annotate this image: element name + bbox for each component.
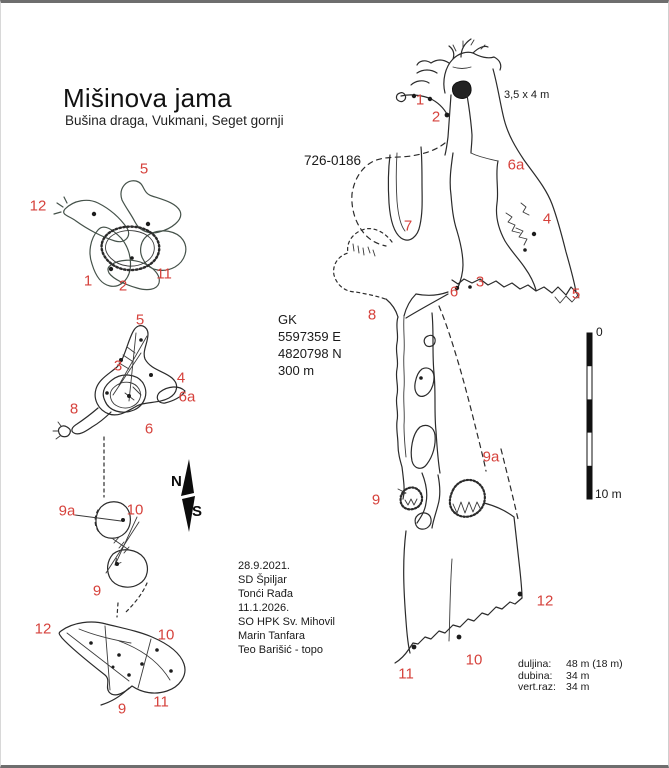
station-label-11: 11 [398, 665, 414, 683]
station-label-2: 2 [118, 277, 128, 295]
stat-depth: dubina: 34 m [518, 669, 590, 682]
station-label-12: 12 [536, 592, 554, 610]
station-label-7: 7 [403, 217, 413, 235]
survey-club: SD Špiljar [238, 574, 287, 586]
station-label-9: 9 [371, 491, 381, 509]
northing: 4820798 N [278, 346, 342, 361]
elevation: 300 m [278, 363, 315, 378]
page-title: Mišinova jama [63, 83, 232, 113]
survey-person: Marin Tanfara [238, 630, 306, 642]
north-arrow [181, 459, 195, 532]
grid-label: GK [278, 312, 297, 327]
station-label-4: 4 [176, 369, 186, 387]
station-label-6: 6 [144, 420, 154, 438]
station-label-5: 5 [571, 285, 581, 303]
station-label-12: 12 [34, 620, 52, 638]
survey-person: Tonći Rađa [238, 588, 294, 600]
station-label-11: 11 [156, 265, 172, 283]
station-label-11: 11 [153, 693, 169, 711]
entrance-size-label: 3,5 x 4 m [504, 89, 550, 101]
stat-vertical-range: vert.raz: 34 m [518, 681, 590, 693]
survey-club: SO HPK Sv. Mihovil [238, 616, 335, 628]
station-label-4: 4 [542, 210, 552, 228]
station-label-9: 9 [92, 582, 102, 600]
scale-bottom-label: 10 m [595, 487, 622, 501]
location-block [278, 311, 342, 379]
extended-profile [334, 39, 579, 663]
station-label-1: 1 [83, 272, 93, 290]
station-label-3: 3 [475, 273, 485, 291]
compass-south-label: S [192, 503, 203, 520]
plan-view-mid-level [53, 326, 185, 439]
station-label-2: 2 [431, 108, 441, 126]
station-label-12: 12 [29, 197, 47, 215]
station-label-5: 5 [139, 160, 149, 178]
station-label-9: 9 [117, 700, 127, 718]
station-label-6a: 6a [507, 156, 525, 174]
survey-date: 28.9.2021. [238, 560, 290, 572]
station-label-6a: 6a [178, 388, 196, 406]
plan-view-9-level [75, 437, 147, 617]
cadastral-number: 726-0186 [304, 153, 362, 168]
station-label-8: 8 [69, 400, 79, 418]
cave-statistics [518, 659, 623, 694]
stat-length: duljina: 48 m (18 m) [518, 658, 623, 670]
station-label-9a: 9a [482, 448, 500, 466]
station-label-10: 10 [126, 501, 144, 519]
survey-credit-2026 [238, 601, 335, 657]
station-label-1: 1 [415, 91, 425, 109]
station-label-6: 6 [449, 283, 459, 301]
scale-top-label: 0 [596, 325, 603, 339]
easting: 5597359 E [278, 329, 341, 344]
station-label-10: 10 [157, 626, 175, 644]
station-label-9a: 9a [58, 502, 76, 520]
station-label-8: 8 [367, 306, 377, 324]
station-label-5: 5 [135, 311, 145, 329]
scale-bar [587, 333, 592, 499]
survey-credit-2021 [238, 559, 293, 601]
page-subtitle: Bušina draga, Vukmani, Seget gornji [65, 113, 284, 128]
compass-north-label: N [171, 473, 182, 490]
station-label-10: 10 [465, 651, 483, 669]
plan-view-entrance-level [54, 181, 186, 290]
plan-view-bottom-level [59, 622, 185, 705]
survey-person: Teo Barišić - topo [238, 644, 323, 656]
station-label-3: 3 [113, 357, 123, 375]
survey-date: 11.1.2026. [238, 602, 290, 614]
